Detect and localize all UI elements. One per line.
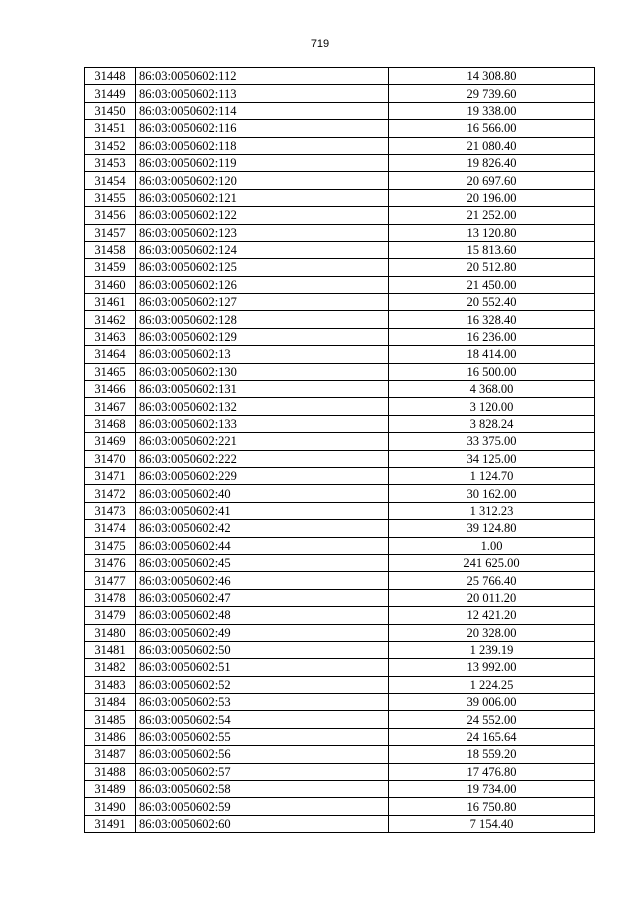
row-number-cell: 31460 xyxy=(85,276,136,293)
cadastral-number-cell: 86:03:0050602:50 xyxy=(136,641,389,658)
table-row xyxy=(85,137,595,154)
table-row xyxy=(85,172,595,189)
value-cell: 20 552.40 xyxy=(389,294,595,311)
row-number-cell: 31458 xyxy=(85,241,136,258)
value-cell: 4 368.00 xyxy=(389,381,595,398)
value-cell: 24 165.64 xyxy=(389,728,595,745)
table-row xyxy=(85,259,595,276)
row-number-cell: 31469 xyxy=(85,433,136,450)
value-cell: 20 512.80 xyxy=(389,259,595,276)
row-number-cell: 31456 xyxy=(85,207,136,224)
row-number-cell: 31479 xyxy=(85,607,136,624)
value-cell: 14 308.80 xyxy=(389,68,595,85)
row-number-cell: 31483 xyxy=(85,676,136,693)
table-row xyxy=(85,746,595,763)
cadastral-number-cell: 86:03:0050602:56 xyxy=(136,746,389,763)
table-row xyxy=(85,607,595,624)
table-row xyxy=(85,381,595,398)
row-number-cell: 31449 xyxy=(85,85,136,102)
cadastral-number-cell: 86:03:0050602:46 xyxy=(136,572,389,589)
table-row xyxy=(85,676,595,693)
cadastral-number-cell: 86:03:0050602:121 xyxy=(136,189,389,206)
cadastral-number-cell: 86:03:0050602:53 xyxy=(136,694,389,711)
table-row xyxy=(85,294,595,311)
cadastral-number-cell: 86:03:0050602:60 xyxy=(136,815,389,832)
row-number-cell: 31473 xyxy=(85,502,136,519)
page-number: 719 xyxy=(310,38,330,50)
table-row xyxy=(85,328,595,345)
table-row xyxy=(85,589,595,606)
table-row xyxy=(85,415,595,432)
value-cell: 20 697.60 xyxy=(389,172,595,189)
value-cell: 7 154.40 xyxy=(389,815,595,832)
table-row xyxy=(85,120,595,137)
table-row xyxy=(85,467,595,484)
row-number-cell: 31490 xyxy=(85,798,136,815)
row-number-cell: 31482 xyxy=(85,659,136,676)
value-cell: 17 476.80 xyxy=(389,763,595,780)
cadastral-number-cell: 86:03:0050602:52 xyxy=(136,676,389,693)
row-number-cell: 31453 xyxy=(85,154,136,171)
cadastral-number-cell: 86:03:0050602:116 xyxy=(136,120,389,137)
row-number-cell: 31455 xyxy=(85,189,136,206)
cadastral-number-cell: 86:03:0050602:113 xyxy=(136,85,389,102)
row-number-cell: 31488 xyxy=(85,763,136,780)
cadastral-number-cell: 86:03:0050602:13 xyxy=(136,346,389,363)
value-cell: 1 124.70 xyxy=(389,467,595,484)
row-number-cell: 31471 xyxy=(85,467,136,484)
value-cell: 16 328.40 xyxy=(389,311,595,328)
row-number-cell: 31457 xyxy=(85,224,136,241)
table-row xyxy=(85,728,595,745)
table-row xyxy=(85,450,595,467)
table-row xyxy=(85,346,595,363)
value-cell: 19 734.00 xyxy=(389,781,595,798)
cadastral-number-cell: 86:03:0050602:119 xyxy=(136,154,389,171)
row-number-cell: 31463 xyxy=(85,328,136,345)
cadastral-number-cell: 86:03:0050602:126 xyxy=(136,276,389,293)
value-cell: 20 328.00 xyxy=(389,624,595,641)
table-row xyxy=(85,694,595,711)
row-number-cell: 31470 xyxy=(85,450,136,467)
table-row xyxy=(85,189,595,206)
cadastral-number-cell: 86:03:0050602:129 xyxy=(136,328,389,345)
cadastral-number-cell: 86:03:0050602:42 xyxy=(136,520,389,537)
table-body xyxy=(85,68,595,833)
row-number-cell: 31487 xyxy=(85,746,136,763)
cadastral-number-cell: 86:03:0050602:123 xyxy=(136,224,389,241)
row-number-cell: 31481 xyxy=(85,641,136,658)
value-cell: 1.00 xyxy=(389,537,595,554)
row-number-cell: 31461 xyxy=(85,294,136,311)
table-row xyxy=(85,502,595,519)
cadastral-number-cell: 86:03:0050602:55 xyxy=(136,728,389,745)
cadastral-number-cell: 86:03:0050602:133 xyxy=(136,415,389,432)
row-number-cell: 31452 xyxy=(85,137,136,154)
cadastral-number-cell: 86:03:0050602:124 xyxy=(136,241,389,258)
row-number-cell: 31489 xyxy=(85,781,136,798)
row-number-cell: 31475 xyxy=(85,537,136,554)
cadastral-number-cell: 86:03:0050602:58 xyxy=(136,781,389,798)
table-row xyxy=(85,154,595,171)
cadastral-number-cell: 86:03:0050602:125 xyxy=(136,259,389,276)
table-row xyxy=(85,207,595,224)
table-row xyxy=(85,520,595,537)
value-cell: 29 739.60 xyxy=(389,85,595,102)
table-row xyxy=(85,311,595,328)
cadastral-number-cell: 86:03:0050602:222 xyxy=(136,450,389,467)
row-number-cell: 31450 xyxy=(85,102,136,119)
table-row xyxy=(85,276,595,293)
table-row xyxy=(85,433,595,450)
row-number-cell: 31451 xyxy=(85,120,136,137)
cadastral-number-cell: 86:03:0050602:45 xyxy=(136,554,389,571)
row-number-cell: 31491 xyxy=(85,815,136,832)
row-number-cell: 31467 xyxy=(85,398,136,415)
value-cell: 19 338.00 xyxy=(389,102,595,119)
row-number-cell: 31474 xyxy=(85,520,136,537)
value-cell: 30 162.00 xyxy=(389,485,595,502)
row-number-cell: 31478 xyxy=(85,589,136,606)
cadastral-number-cell: 86:03:0050602:128 xyxy=(136,311,389,328)
row-number-cell: 31462 xyxy=(85,311,136,328)
value-cell: 16 566.00 xyxy=(389,120,595,137)
value-cell: 39 006.00 xyxy=(389,694,595,711)
value-cell: 24 552.00 xyxy=(389,711,595,728)
row-number-cell: 31480 xyxy=(85,624,136,641)
table-row xyxy=(85,572,595,589)
row-number-cell: 31468 xyxy=(85,415,136,432)
table-row xyxy=(85,641,595,658)
table-row xyxy=(85,241,595,258)
value-cell: 39 124.80 xyxy=(389,520,595,537)
value-cell: 1 224.25 xyxy=(389,676,595,693)
table-row xyxy=(85,102,595,119)
value-cell: 1 239.19 xyxy=(389,641,595,658)
cadastral-number-cell: 86:03:0050602:221 xyxy=(136,433,389,450)
table-row xyxy=(85,815,595,832)
row-number-cell: 31476 xyxy=(85,554,136,571)
value-cell: 3 828.24 xyxy=(389,415,595,432)
value-cell: 20 011.20 xyxy=(389,589,595,606)
value-cell: 15 813.60 xyxy=(389,241,595,258)
cadastral-number-cell: 86:03:0050602:54 xyxy=(136,711,389,728)
cadastral-number-cell: 86:03:0050602:41 xyxy=(136,502,389,519)
table-row xyxy=(85,798,595,815)
table-row xyxy=(85,554,595,571)
row-number-cell: 31477 xyxy=(85,572,136,589)
value-cell: 21 450.00 xyxy=(389,276,595,293)
cadastral-number-cell: 86:03:0050602:132 xyxy=(136,398,389,415)
cadastral-number-cell: 86:03:0050602:51 xyxy=(136,659,389,676)
row-number-cell: 31454 xyxy=(85,172,136,189)
row-number-cell: 31465 xyxy=(85,363,136,380)
table-row xyxy=(85,763,595,780)
cadastral-number-cell: 86:03:0050602:112 xyxy=(136,68,389,85)
table-row xyxy=(85,224,595,241)
value-cell: 20 196.00 xyxy=(389,189,595,206)
table-row xyxy=(85,659,595,676)
row-number-cell: 31448 xyxy=(85,68,136,85)
cadastral-table xyxy=(84,67,595,833)
cadastral-number-cell: 86:03:0050602:48 xyxy=(136,607,389,624)
table-row xyxy=(85,781,595,798)
value-cell: 16 500.00 xyxy=(389,363,595,380)
value-cell: 21 252.00 xyxy=(389,207,595,224)
cadastral-number-cell: 86:03:0050602:122 xyxy=(136,207,389,224)
cadastral-number-cell: 86:03:0050602:47 xyxy=(136,589,389,606)
value-cell: 241 625.00 xyxy=(389,554,595,571)
value-cell: 1 312.23 xyxy=(389,502,595,519)
cadastral-number-cell: 86:03:0050602:114 xyxy=(136,102,389,119)
row-number-cell: 31486 xyxy=(85,728,136,745)
table-row xyxy=(85,537,595,554)
row-number-cell: 31466 xyxy=(85,381,136,398)
table-row xyxy=(85,624,595,641)
cadastral-number-cell: 86:03:0050602:127 xyxy=(136,294,389,311)
value-cell: 33 375.00 xyxy=(389,433,595,450)
value-cell: 21 080.40 xyxy=(389,137,595,154)
cadastral-number-cell: 86:03:0050602:118 xyxy=(136,137,389,154)
value-cell: 25 766.40 xyxy=(389,572,595,589)
row-number-cell: 31472 xyxy=(85,485,136,502)
table-row xyxy=(85,85,595,102)
table-row xyxy=(85,398,595,415)
cadastral-number-cell: 86:03:0050602:130 xyxy=(136,363,389,380)
value-cell: 16 750.80 xyxy=(389,798,595,815)
cadastral-number-cell: 86:03:0050602:120 xyxy=(136,172,389,189)
value-cell: 13 120.80 xyxy=(389,224,595,241)
cadastral-number-cell: 86:03:0050602:229 xyxy=(136,467,389,484)
value-cell: 16 236.00 xyxy=(389,328,595,345)
row-number-cell: 31484 xyxy=(85,694,136,711)
value-cell: 18 559.20 xyxy=(389,746,595,763)
value-cell: 13 992.00 xyxy=(389,659,595,676)
table-row xyxy=(85,711,595,728)
row-number-cell: 31464 xyxy=(85,346,136,363)
value-cell: 12 421.20 xyxy=(389,607,595,624)
cadastral-number-cell: 86:03:0050602:57 xyxy=(136,763,389,780)
cadastral-number-cell: 86:03:0050602:40 xyxy=(136,485,389,502)
value-cell: 3 120.00 xyxy=(389,398,595,415)
row-number-cell: 31459 xyxy=(85,259,136,276)
value-cell: 18 414.00 xyxy=(389,346,595,363)
table-row xyxy=(85,68,595,85)
cadastral-number-cell: 86:03:0050602:44 xyxy=(136,537,389,554)
value-cell: 19 826.40 xyxy=(389,154,595,171)
cadastral-number-cell: 86:03:0050602:49 xyxy=(136,624,389,641)
value-cell: 34 125.00 xyxy=(389,450,595,467)
table-row xyxy=(85,363,595,380)
cadastral-number-cell: 86:03:0050602:59 xyxy=(136,798,389,815)
row-number-cell: 31485 xyxy=(85,711,136,728)
cadastral-number-cell: 86:03:0050602:131 xyxy=(136,381,389,398)
table-row xyxy=(85,485,595,502)
